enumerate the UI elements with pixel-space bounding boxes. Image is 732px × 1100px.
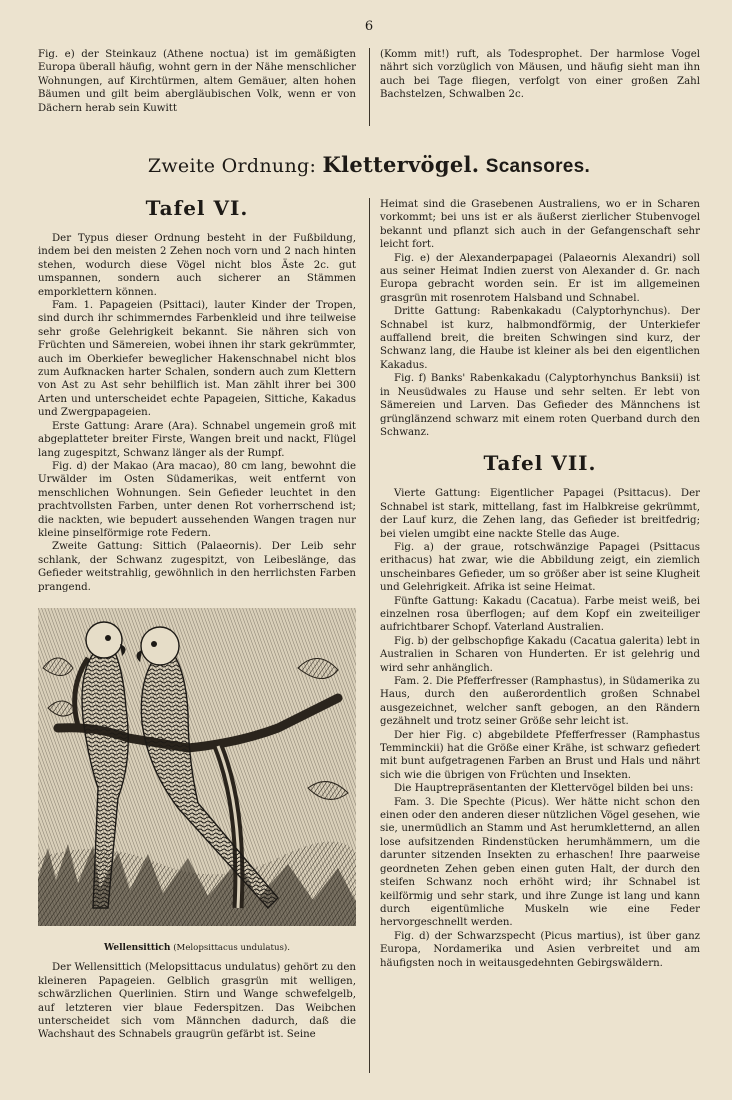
paragraph: Fünfte Gattung: Kakadu (Cacatua). Farbe meist weiß, bei einzelnen rosa überflogen; auf dem Kopf ein zweiteiliger aufrichtbarer Schopf. Vaterland Australien. bbox=[380, 595, 700, 634]
paragraph: Zweite Gattung: Sittich (Palaeornis). Der Leib sehr schlank, der Schwanz zugespitzt, von Leibeslänge, das Gefieder weitstrahlig, gewöhnlich in den herrlichsten Farben prangend. bbox=[38, 541, 356, 593]
paragraph: Fig. e) der Alexanderpapagei (Palaeornis Alexandri) soll aus seiner Heimat Indien zuerst von Alexander d. Gr. nach Europa gebracht worden sein. Er ist im allgemeinen grasgrün mit rosenrotem Halsband und Schnabel. bbox=[380, 252, 700, 304]
paragraph: Fig. b) der gelbschopfige Kakadu (Cacatua galerita) lebt in Australien in Scharen von Hunderten. Er ist gelehrig und wird sehr anhänglich. bbox=[380, 635, 700, 674]
order-title: Klettervögel. bbox=[322, 152, 480, 177]
paragraph: (Komm mit!) ruft, als Todesprophet. Der harmlose Vogel nährt sich vorzüglich von Mäusen, und häufig sieht man ihn auch bei Tage fliegen, verfolgt von einer großen Zahl Bachstelzen, Schwalben 2c. bbox=[380, 49, 700, 101]
column-divider-main bbox=[369, 198, 370, 1073]
paragraph: Vierte Gattung: Eigentlicher Papagei (Psittacus). Der Schnabel ist stark, mittellang, fast im Halbkreise gekrümmt, der Lauf kurz, die Zehen lang, das Gefieder ist breitfedrig; bei vielen umgibt eine nackte Stelle das Auge. bbox=[380, 488, 700, 540]
left-column bbox=[38, 196, 356, 1042]
paragraph: Fig. f) Banks' Rabenkakadu (Calyptorhynchus Banksii) ist in Neusüdwales zu Hause und sehr selten. Er lebt von Sämereien und Larven. Das Gefieder des Männchens ist grünglänzend schwarz mit einem roten Querband durch den Schwanz. bbox=[380, 373, 700, 438]
plate-heading-vi: Tafel VI. bbox=[145, 196, 249, 220]
order-heading bbox=[38, 152, 700, 177]
plate-heading-vii: Tafel VII. bbox=[483, 451, 597, 476]
paragraph: Fig. e) der Steinkauz (Athene noctua) ist im gemäßigten Europa überall häufig, wohnt gern in der Nähe menschlicher Wohnungen, auf Kirchtürmen, altem Gemäuer, alten hohen Bäumen und gilt beim abergläubischen Volk, wenn er von Dächern herab sein Kuwitt bbox=[38, 49, 356, 114]
column-divider-top bbox=[369, 48, 370, 126]
budgerigar-illustration bbox=[38, 608, 356, 938]
page bbox=[38, 18, 700, 1088]
caption-title: Wellensittich bbox=[104, 942, 171, 953]
parakeet-engraving bbox=[38, 608, 356, 926]
paragraph: Der hier Fig. c) abgebildete Pfefferfresser (Ramphastus Temminckii) hat die Größe einer Krähe, ist schwarz gefiedert mit bunt aufgetragenen Farben an Brust und Hals und nährt sich wie die übrigen von Früchten und Insekten. bbox=[380, 729, 700, 781]
paragraph: Dritte Gattung: Rabenkakadu (Calyptorhynchus). Der Schnabel ist kurz, halbmondförmig, der Unterkiefer auffallend breit, die breiten Schwingen sind kurz, der Schwanz lang, die Haube ist kleiner als bei den eigentlichen Kakadus. bbox=[380, 306, 700, 371]
paragraph: Fam. 1. Papageien (Psittaci), lauter Kinder der Tropen, sind durch ihr schimmerndes Farbenkleid und ihre teilweise sehr große Gelehrigkeit bekannt. Sie nähren sich von Früchten und Sämereien, wobei ihnen ihr stark gekrümmter, auch im Oberkiefer beweglicher Hakenschnabel nicht blos zum Aufknacken harter Schalen, sondern auch zum Klettern von Ast zu Ast sehr behilflich ist. Man zählt ihrer bei 300 Arten und unterscheidet echte Papageien, Sittiche, Kakadus und Zwergpapageien. bbox=[38, 300, 356, 419]
paragraph: Heimat sind die Grasebenen Australiens, wo er in Scharen vorkommt; bei uns ist er als äußerst zierlicher Stubenvogel bekannt und pflanzt sich auch in der Gefangenschaft sehr leicht fort. bbox=[380, 199, 700, 251]
paragraph: Der Typus dieser Ordnung besteht in der Fußbildung, indem bei den meisten 2 Zehen noch vorn und 2 nach hinten stehen, wodurch diese Vögel nicht blos Äste 2c. gut umspannen, sondern auch sicherer an Stämmen emporklettern können. bbox=[38, 233, 356, 298]
paragraph: Fig. d) der Schwarzspecht (Picus martius), ist über ganz Europa, Nordamerika und Asien verbreitet und am häufigsten noch in weitausgedehnten Gebirgswäldern. bbox=[380, 930, 700, 969]
order-latin: Scansores. bbox=[485, 156, 591, 177]
paragraph: Der Wellensittich (Melopsittacus undulatus) gehört zu den kleineren Papageien. Gelblich grasgrün mit welligen, schwärzlichen Querlinien. Stirn und Wange schwefelgelb, auf letzteren vier blaue Federspitzen. Das Weibchen unterscheidet sich vom Männchen dadurch, daß die Wachshaut des Schnabels graugrün gefärbt ist. Seine bbox=[38, 962, 356, 1041]
paragraph: Die Hauptrepräsentanten der Klettervögel bilden bei uns: bbox=[394, 783, 694, 795]
paragraph: Fig. d) der Makao (Ara macao), 80 cm lang, bewohnt die Urwälder im Osten Südamerikas, weit entfernt von menschlichen Wohnungen. Sein Gefieder leuchtet in den prachtvollsten Farben, unter denen Rot vorherrschend ist; die nackten, wie bepudert aussehenden Wangen tragen nur kleine pinselförmige rote Federn. bbox=[38, 460, 356, 539]
paragraph: Erste Gattung: Arare (Ara). Schnabel ungemein groß mit abgeplatteter breiter Firste, Wangen breit und nackt, Flügel lang zugespitzt, Schwanz länger als der Rumpf. bbox=[38, 420, 356, 459]
paragraph: Fig. a) der graue, rotschwänzige Papagei (Psittacus erithacus) hat zwar, wie die Abbildung zeigt, ein ziemlich unscheinbares Gefieder, um so größer aber ist seine Klugheit und Gelehrigkeit. Afrika ist seine Heimat. bbox=[380, 541, 700, 594]
order-prefix: Zweite Ordnung: bbox=[147, 155, 317, 177]
caption-latin: (Melopsittacus undulatus). bbox=[173, 942, 290, 953]
paragraph: Fam. 2. Die Pfefferfresser (Ramphastus), in Südamerika zu Haus, durch den außerordentlich großen Schnabel ausgezeichnet, welcher sanft gebogen, an den Rändern gezähnelt und trotz seiner Größe sehr leicht ist. bbox=[380, 676, 700, 728]
right-column bbox=[380, 198, 700, 970]
figure-caption bbox=[38, 942, 356, 955]
page-number: 6 bbox=[364, 19, 374, 34]
top-left-column bbox=[38, 48, 356, 115]
paragraph: Fam. 3. Die Spechte (Picus). Wer hätte nicht schon den einen oder den anderen dieser nützlichen Vögel gesehen, wie sie, unermüdlich an Stamm und Ast herumkletternd, an allen lose aufsitzenden Rindenstücken herumhämmern, um die darunter sitzenden Insekten zu erhaschen! Ihre paarweise geordneten Zehen geben einen guten Halt, der durch den steifen Schwanz noch erhöht wird; ihr Schnabel ist keilförmig und sehr stark, und ihre Zunge ist lang und kann durch eigentümliche Muskeln wie eine Feder hervorgeschnellt werden. bbox=[380, 796, 700, 929]
top-right-column bbox=[380, 48, 700, 102]
